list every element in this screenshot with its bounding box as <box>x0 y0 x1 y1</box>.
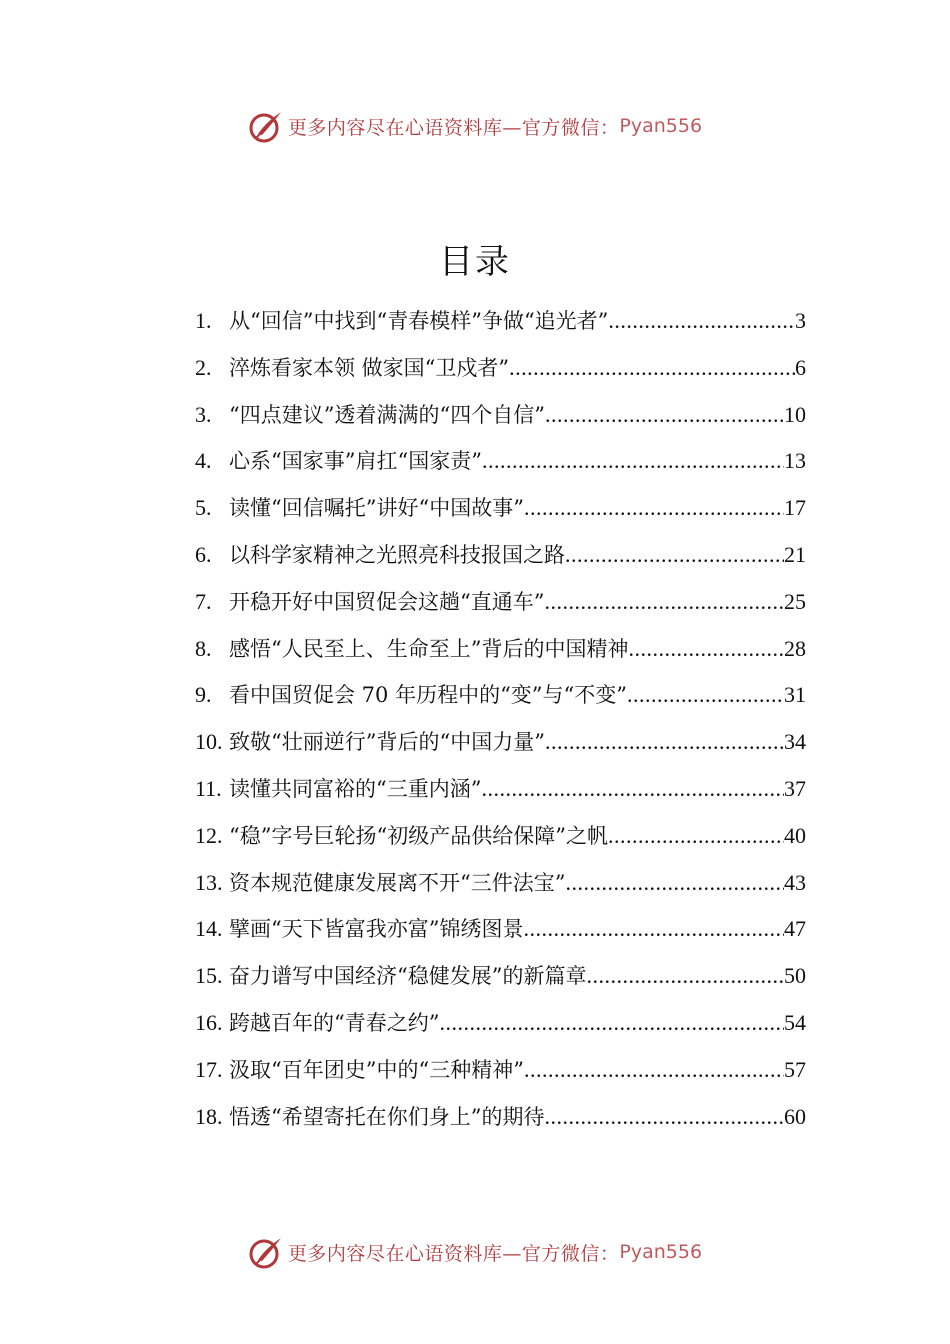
toc-entry[interactable] <box>195 672 806 719</box>
toc-entry[interactable] <box>195 1047 806 1094</box>
toc-leader-dots <box>545 392 784 439</box>
banner-wechat-id: Pyan556 <box>619 1241 703 1263</box>
toc-leader-dots <box>628 626 784 673</box>
toc-entry-number: 5. <box>195 495 212 521</box>
toc-entry-title: 读懂共同富裕的“三重内涵” <box>229 776 482 801</box>
toc-entry-page: 28 <box>784 635 806 661</box>
toc-leader-dots <box>544 579 784 626</box>
toc-entry[interactable] <box>195 860 806 907</box>
toc-entry-page: 50 <box>784 963 806 989</box>
toc-leader-dots <box>509 345 795 392</box>
banner-text: 更多内容尽在心语资料库—官方微信： <box>287 116 620 139</box>
toc-entry-title: 心系“国家事”肩扛“国家责” <box>229 449 482 474</box>
toc-entry-page: 13 <box>784 448 806 474</box>
toc-entry-title: 看中国贸促会 70 年历程中的“变”与“不变” <box>229 683 628 708</box>
toc-entry-number: 7. <box>195 588 212 614</box>
toc-entry-title: 擘画“天下皆富我亦富”锦绣图景 <box>229 917 524 942</box>
toc-entry-number: 17. <box>195 1056 223 1082</box>
toc-entry-page: 31 <box>784 682 806 708</box>
toc-entry[interactable] <box>195 392 806 439</box>
toc-entry[interactable] <box>195 438 806 485</box>
toc-entry[interactable] <box>195 906 806 953</box>
toc-leader-dots <box>481 766 784 813</box>
toc-entry-page: 60 <box>784 1103 806 1129</box>
toc-entry-page: 3 <box>795 308 806 333</box>
toc-entry[interactable] <box>195 298 806 345</box>
toc-entry-number: 3. <box>195 401 212 427</box>
toc-entry-title: 汲取“百年团史”中的“三种精神” <box>229 1057 524 1082</box>
toc-entry-number: 13. <box>195 869 223 895</box>
toc-entry-number: 8. <box>195 635 212 661</box>
toc-entry[interactable] <box>195 1094 806 1141</box>
header-banner <box>0 106 950 146</box>
toc-entry-page: 37 <box>784 775 806 801</box>
page-title: 目录 <box>439 242 511 282</box>
toc-entry-page: 57 <box>784 1056 806 1082</box>
toc-leader-dots <box>627 672 784 719</box>
toc-leader-dots <box>586 953 784 1000</box>
toc-leader-dots <box>608 298 795 345</box>
toc-entry-page: 10 <box>784 401 806 427</box>
toc-entry[interactable] <box>195 532 806 579</box>
toc-leader-dots <box>565 532 784 579</box>
toc-leader-dots <box>523 906 784 953</box>
toc-entry-number: 9. <box>195 682 212 708</box>
toc-entry-page: 6 <box>795 354 806 380</box>
toc-entry-page: 47 <box>784 916 806 942</box>
toc-leader-dots <box>524 1047 784 1094</box>
toc-entry-title: 从“回信”中找到“青春模样”争做“追光者” <box>229 309 609 333</box>
toc-entry-title: “稳”字号巨轮扬“初级产品供给保障”之帆 <box>229 823 608 848</box>
toc-leader-dots <box>608 813 784 860</box>
toc-entry-title: 开稳开好中国贸促会这趟“直通车” <box>229 589 545 614</box>
toc-entry-title: 奋力谱写中国经济“稳健发展”的新篇章 <box>229 964 587 989</box>
toc-leader-dots <box>439 1000 784 1047</box>
toc-entry-number: 16. <box>195 1009 223 1035</box>
table-of-contents <box>195 298 806 1140</box>
toc-leader-dots <box>482 438 784 485</box>
toc-entry[interactable] <box>195 813 806 860</box>
toc-entry-number: 2. <box>195 354 212 380</box>
toc-entry-title: 淬炼看家本领 做家国“卫戍者” <box>229 355 510 380</box>
toc-entry[interactable] <box>195 485 806 532</box>
toc-entry-page: 43 <box>784 869 806 895</box>
toc-entry-page: 54 <box>784 1009 806 1035</box>
footer-banner <box>0 1232 950 1272</box>
toc-entry-page: 40 <box>784 822 806 848</box>
toc-leader-dots <box>524 485 784 532</box>
toc-leader-dots <box>545 719 784 766</box>
toc-entry-title: 跨越百年的“青春之约” <box>229 1010 440 1035</box>
toc-entry-title: “四点建议”透着满满的“四个自信” <box>229 402 545 427</box>
toc-entry[interactable] <box>195 719 806 766</box>
toc-leader-dots <box>565 860 784 907</box>
toc-entry-title: 感悟“人民至上、生命至上”背后的中国精神 <box>229 636 629 661</box>
banner-wechat-id: Pyan556 <box>619 115 703 137</box>
toc-entry-number: 14. <box>195 916 223 942</box>
toc-entry-title: 悟透“希望寄托在你们身上”的期待 <box>229 1104 545 1129</box>
toc-entry-title: 资本规范健康发展离不开“三件法宝” <box>229 870 566 895</box>
toc-entry-number: 6. <box>195 541 212 567</box>
toc-entry-number: 4. <box>195 448 212 474</box>
toc-entry[interactable] <box>195 953 806 1000</box>
toc-entry-number: 11. <box>195 775 222 801</box>
toc-entry[interactable] <box>195 579 806 626</box>
toc-entry-number: 15. <box>195 963 223 989</box>
toc-entry-number: 1. <box>195 308 212 333</box>
toc-entry[interactable] <box>195 766 806 813</box>
toc-entry[interactable] <box>195 626 806 673</box>
toc-entry-number: 10. <box>195 729 223 755</box>
toc-entry-title: 以科学家精神之光照亮科技报国之路 <box>229 542 565 567</box>
toc-entry-page: 21 <box>784 541 806 567</box>
toc-entry-number: 18. <box>195 1103 223 1129</box>
toc-leader-dots <box>544 1094 784 1141</box>
toc-entry-page: 34 <box>784 729 806 755</box>
quill-logo-icon <box>248 108 284 144</box>
toc-entry-page: 25 <box>784 588 806 614</box>
toc-entry[interactable] <box>195 1000 806 1047</box>
toc-entry-page: 17 <box>784 495 806 521</box>
toc-entry[interactable] <box>195 345 806 392</box>
toc-entry-number: 12. <box>195 822 223 848</box>
quill-logo-icon <box>248 1234 284 1270</box>
toc-entry-title: 读懂“回信嘱托”讲好“中国故事” <box>229 496 524 521</box>
banner-text: 更多内容尽在心语资料库—官方微信： <box>287 1242 620 1265</box>
toc-entry-title: 致敬“壮丽逆行”背后的“中国力量” <box>229 730 545 755</box>
